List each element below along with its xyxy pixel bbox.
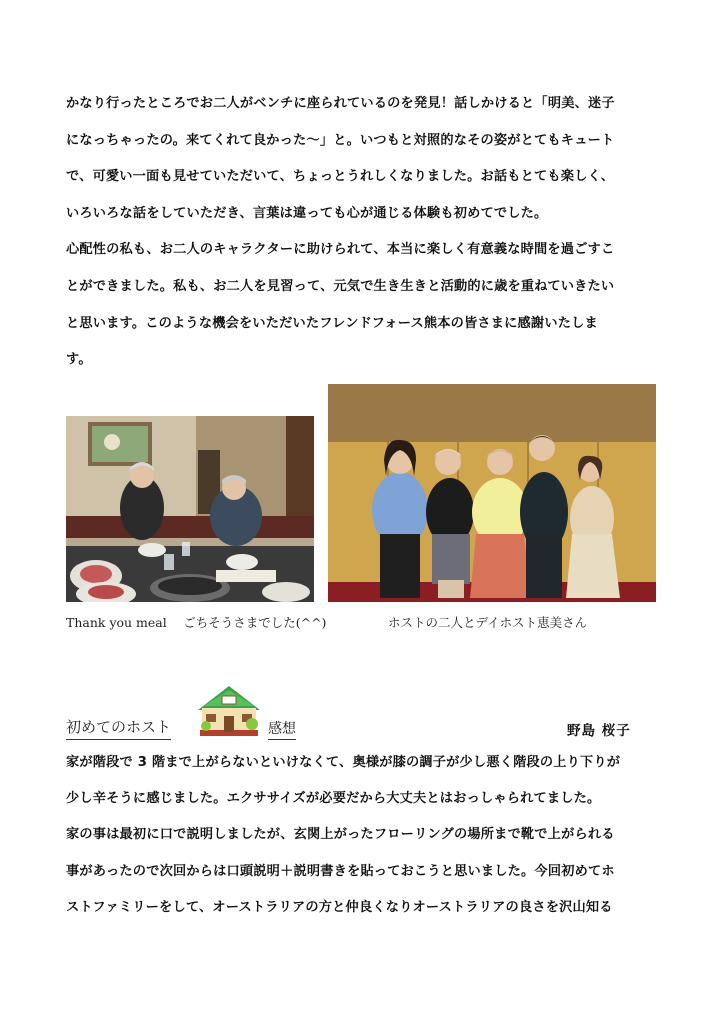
text-line: 少し辛そうに感じました。エクササイズが必要だから大丈夫とはおっしゃられてました。 (66, 791, 601, 807)
text-line: いろいろな話をしていただき、言葉は違っても心が通じる体験も初めてでした。 (66, 205, 548, 221)
group-photo (328, 384, 656, 602)
text-line: と思います。このような機会をいただいたフレンドフォース熊本の皆さまに感謝いたしま (66, 315, 598, 331)
meal-photo-image (66, 416, 314, 602)
text-line: ストファミリーをして、オーストラリアの方と仲良くなりオーストラリアの良さを沢山知る (66, 899, 613, 915)
house-icon (194, 684, 264, 736)
essay-paragraph-2 (66, 745, 666, 926)
text-line: 家が階段で 3 階まで上がらないといけなくて、奥様が膝の調子が少し悪く階段の上り下りが (66, 755, 621, 770)
text-line: かなり行ったところでお二人がベンチに座られているのを発見！話しかけると「明美、迷子 (66, 96, 615, 111)
essay-paragraph-1 (66, 86, 666, 379)
text-line: す。 (66, 352, 92, 368)
text-line: になっちゃったの。来てくれて良かった〜」と。いつもと対照的なその姿がとてもキュート (66, 132, 615, 148)
group-photo-image (328, 384, 656, 602)
text-line: で、可愛い一面も見せていただいて、ちょっとうれしくなりました。お話もとても楽しく、 (66, 169, 615, 185)
text-line: とができました。私も、お二人を見習って、元気で生き生きと活動的に歳を重ねていきたい (66, 278, 615, 294)
section-title: 初めてのホスト (66, 716, 171, 740)
text-line: 事があったので次回からは口頭説明＋説明書きを貼っておこうと思いました。今回初めてホ (66, 863, 615, 879)
author-name: 野島 桜子 (567, 723, 631, 739)
group-photo-caption: ホストの二人とデイホスト恵美さん (388, 615, 588, 630)
section-title-suffix: 感想 (268, 718, 296, 740)
meal-photo (66, 416, 314, 602)
text-line: 心配性の私も、お二人のキャラクターに助けられて、本当に楽しく有意義な時間を過ごすこ (66, 242, 615, 258)
meal-photo-caption: Thank you meal ごちそうさまでした(^^) (66, 615, 327, 630)
text-line: 家の事は最初に口で説明しましたが、玄関上がったフローリングの場所まで靴で上がられる (66, 827, 615, 843)
